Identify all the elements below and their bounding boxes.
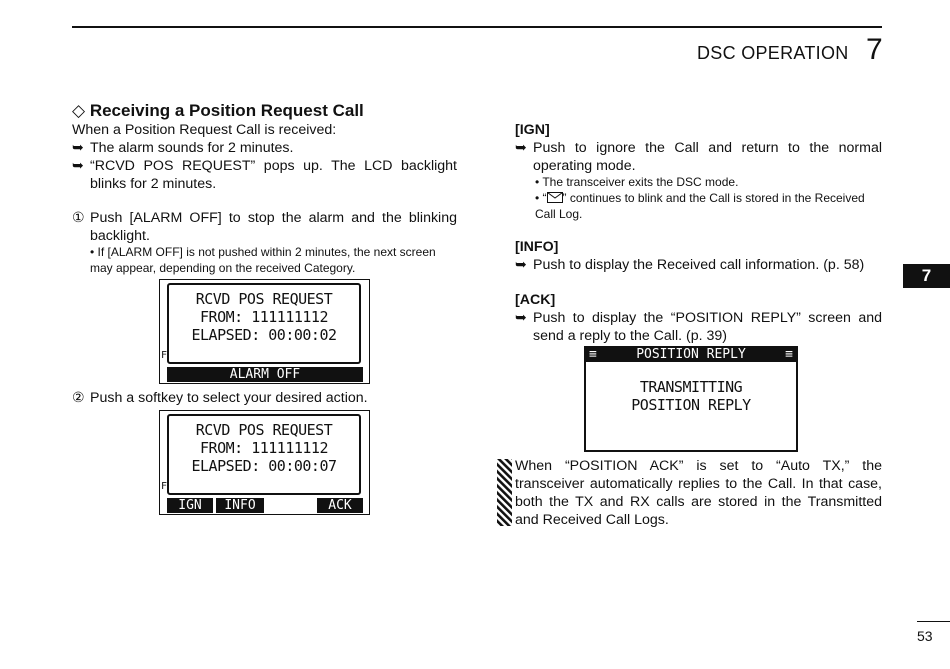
lcd-screen-select (159, 410, 370, 515)
lcd-line: RCVD POS REQUEST (195, 421, 333, 439)
arrow-icon: ➥ (515, 140, 527, 156)
info-text: Push to display the Received call information. (p. 58) (533, 257, 865, 273)
bullet-text: “RCVD POS REQUEST” pops up. The LCD backlight blinks for 2 minutes. (90, 158, 457, 192)
header-rule (72, 26, 882, 28)
ack-softkey[interactable]: ACK (317, 498, 363, 513)
ign-item (515, 139, 882, 175)
chapter-side-tab: 7 (903, 264, 950, 288)
step-text: Push [ALARM OFF] to stop the alarm and the blinking backlight. (90, 210, 457, 244)
step-1-note: • If [ALARM OFF] is not pushed within 2 minutes, the next screen may appear, depending on the received Category. (90, 245, 436, 275)
note-text: When “POSITION ACK” is set to “Auto TX,” the transceiver automatically replies to the Call. In that case, both the TX and RX calls are stored in the Transmitted and Received Call Logs. (515, 458, 882, 528)
lcd-line: TRANSMITTING (639, 378, 743, 396)
lcd-line: POSITION REPLY (631, 396, 751, 414)
lcd-line: FROM: 111111112 (200, 308, 328, 326)
info-label: [INFO] (515, 239, 559, 255)
alarm-off-softkey[interactable]: ALARM OFF (167, 367, 363, 382)
ign-note-1: • The transceiver exits the DSC mode. (535, 175, 739, 189)
bullet-item (72, 139, 457, 157)
note-hatch-icon (497, 459, 512, 526)
ign-softkey[interactable]: IGN (167, 498, 213, 513)
info-softkey[interactable]: INFO (216, 498, 264, 513)
lcd-edge-mark: F (161, 350, 168, 361)
ack-label: [ACK] (515, 292, 556, 308)
step-2 (72, 389, 457, 407)
lcd-display (167, 414, 361, 495)
envelope-icon (547, 192, 563, 203)
lcd-title-bar (586, 348, 796, 362)
bullet-item (72, 157, 457, 193)
section-title: DSC OPERATION (697, 43, 849, 63)
page-number: 53 (917, 628, 933, 644)
ign-label: [IGN] (515, 122, 550, 138)
arrow-icon: ➥ (515, 257, 527, 273)
arrow-icon: ➥ (515, 310, 527, 326)
lcd-display (167, 283, 361, 364)
step-text: Push a softkey to select your desired action. (90, 390, 368, 406)
step-marker: ② (72, 390, 85, 406)
lcd-line: FROM: 111111112 (200, 439, 328, 457)
diamond-icon: ◇ (72, 101, 86, 120)
ign-text: Push to ignore the Call and return to the normal operating mode. (533, 140, 882, 174)
ign-note-2-post: ” continues to blink and the Call is stored in the Received Call Log. (535, 191, 865, 221)
chapter-number: 7 (866, 33, 883, 66)
ign-note-2-pre: • “ (535, 191, 547, 205)
lcd-screen-alarm (159, 279, 370, 384)
step-marker: ① (72, 210, 85, 226)
lcd-edge-mark: F (161, 481, 168, 492)
lcd-line: RCVD POS REQUEST (195, 290, 333, 308)
heading-text: Receiving a Position Request Call (89, 101, 364, 120)
info-item (515, 256, 882, 274)
arrow-icon: ➥ (72, 140, 84, 156)
ack-item (515, 309, 882, 345)
lcd-line: ELAPSED: 00:00:02 (191, 326, 337, 344)
arrow-icon: ➥ (72, 158, 84, 174)
lcd-line: ELAPSED: 00:00:07 (191, 457, 337, 475)
ign-note-2 (535, 190, 882, 222)
lcd-title: POSITION REPLY (636, 347, 746, 362)
menu-icon: ≡ (785, 347, 793, 362)
section-heading (72, 101, 364, 121)
bullet-text: The alarm sounds for 2 minutes. (90, 140, 294, 156)
lcd-screen-position-reply (584, 346, 798, 452)
page-number-rule (917, 621, 950, 622)
ack-text: Push to display the “POSITION REPLY” screen and send a reply to the Call. (p. 39) (533, 310, 882, 344)
step-1 (72, 209, 457, 245)
intro-text: When a Position Request Call is received: (72, 122, 337, 138)
menu-icon: ≡ (589, 347, 597, 362)
